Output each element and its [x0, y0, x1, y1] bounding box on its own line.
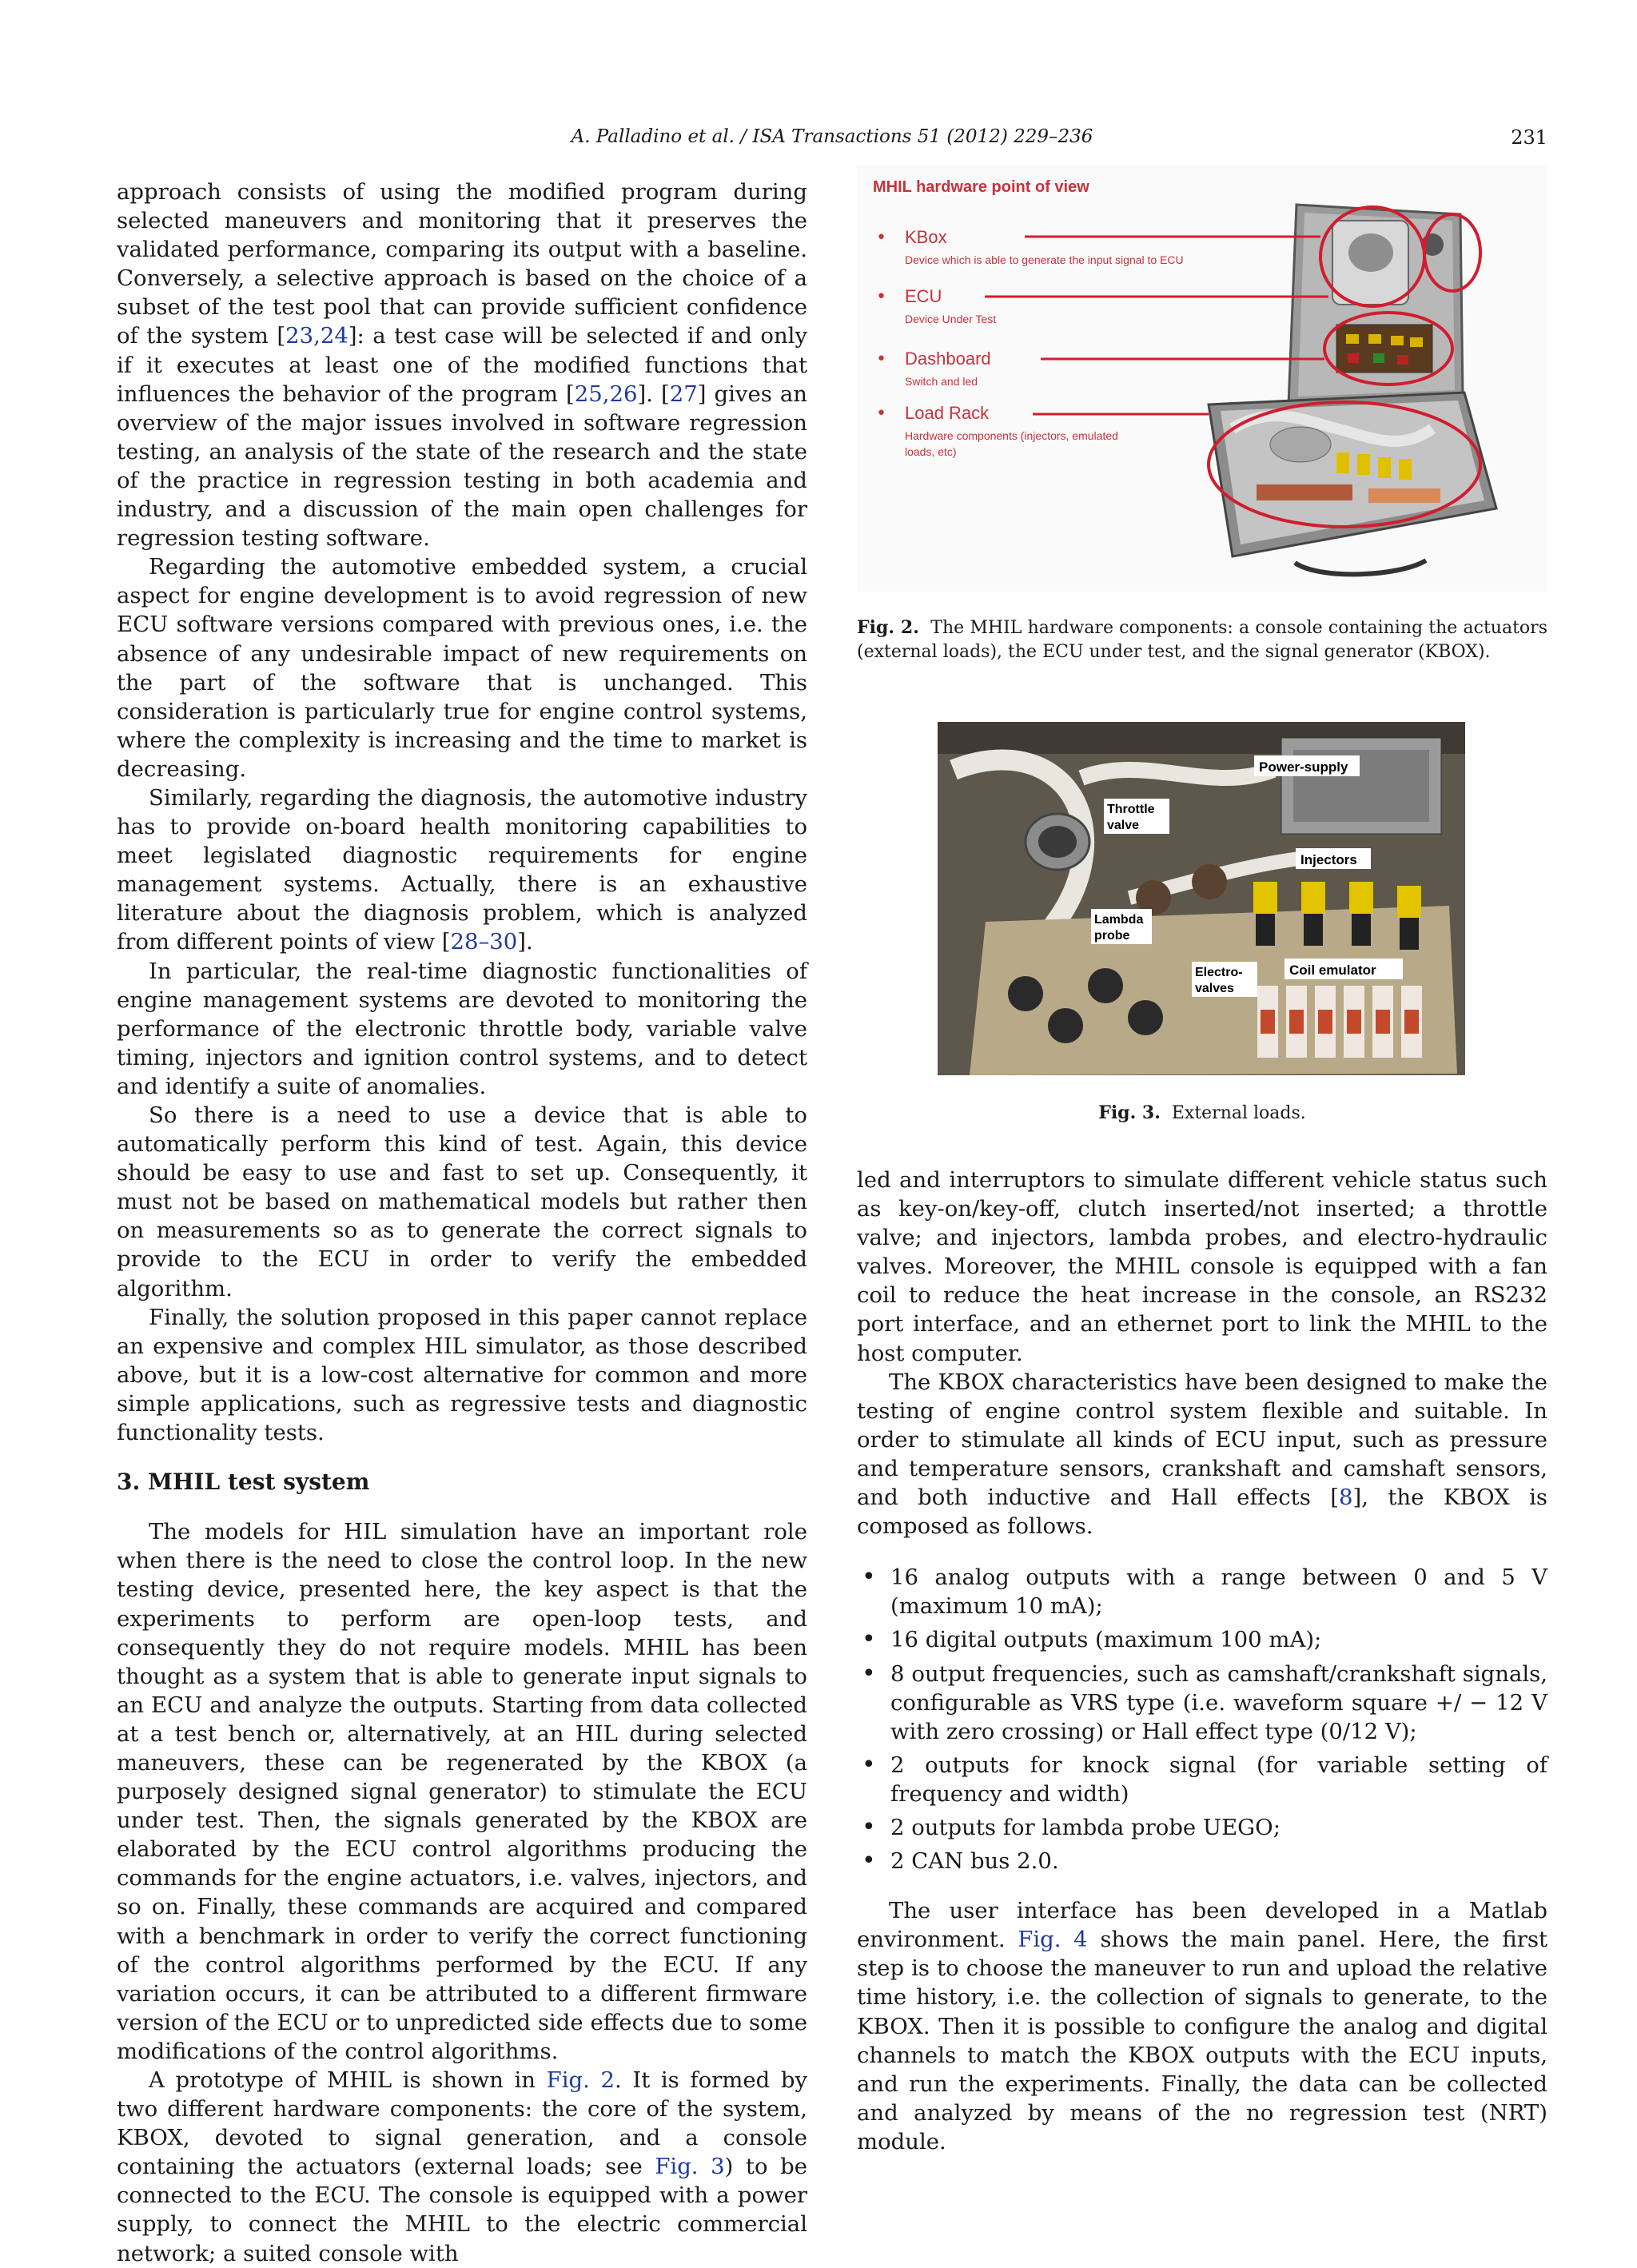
- figure-2-item-desc: Device which is able to generate the input signal to ECU: [905, 253, 1184, 266]
- paragraph: The KBOX characteristics have been designed to make the testing of engine control system flexible and suitable. In order to stimulate all kinds of ECU input, such as pressure and temperature sensors, crankshaft and camshaft sensors, and both inductive and Hall effects [8], the KBOX is composed as follows.: [857, 1369, 1547, 1540]
- svg-text:•: •: [876, 349, 886, 369]
- paragraph: A prototype of MHIL is shown in Fig. 2. It is formed by two different hardware components: the core of the system, KBOX, devoted to signal generation, and a console containing the actuators (external loads; see Fig. 3) to be connected to the ECU. The console is equipped with a power supply, to connect the MHIL to the electric commercial network; a suited console with: [117, 2067, 807, 2266]
- list-item: • 2 outputs for lambda probe UEGO;: [857, 1813, 1547, 1842]
- figure-2-item-desc: loads, etc): [905, 445, 957, 458]
- citation-link[interactable]: 28–30: [450, 929, 518, 955]
- label-injectors: Injectors: [1300, 852, 1357, 867]
- kbox-feature-list: [857, 1563, 1547, 1875]
- label-lambda-probe: probe: [1094, 929, 1130, 943]
- page-number: 231: [1511, 126, 1547, 149]
- figure-2-item-desc: Hardware components (injectors, emulated: [905, 429, 1118, 442]
- figure-link[interactable]: Fig. 4: [1018, 1927, 1088, 1953]
- paragraph: In particular, the real-time diagnostic functionalities of engine management systems are devoted to monitoring the performance of the electronic throttle body, variable valve timing, injectors and ignition control systems, and to detect and identify a suite of anomalies.: [117, 958, 807, 1099]
- figure-2-caption: [857, 616, 1547, 664]
- figure-2-item-desc: Switch and led: [905, 375, 978, 388]
- section-heading: 3. MHIL test system: [117, 1469, 370, 1496]
- list-item: • 16 digital outputs (maximum 100 mA);: [857, 1625, 1547, 1654]
- figure-2-item-kbox: KBox: [905, 227, 947, 247]
- paragraph: So there is a need to use a device that is able to automatically perform this kind of test. Again, this device should be easy to use and fast to set up. Consequently, it must not be based on mathematical models but rather then on measurements so as to generate the correct signals to provide to the ECU in order to verify the embedded algorithm.: [117, 1102, 807, 1301]
- figure-3-caption: [857, 1102, 1547, 1123]
- label-electro-valves: Electro-: [1195, 966, 1243, 979]
- paragraph: Similarly, regarding the diagnosis, the automotive industry has to provide on-board health monitoring capabilities to meet legislated diagnostic requirements for engine management systems. Actually, there is an exhaustive literature about the diagnosis problem, which is analyzed from different points of view [28–30].: [117, 784, 807, 955]
- paragraph: approach consists of using the modified program during selected maneuvers and monitoring that it preserves the validated performance, comparing its output with a baseline. Conversely, a selective approach is based on the choice of a subset of the test pool that can provide sufficient confidence of the system [23,24]: a test case will be selected if and only if it executes at least one of the modified functions that influences the behavior of the program [25,26]. [27] gives an overview of the major issues involved in software regression testing, an analysis of the state of the research and the state of the practice in regression testing in both academia and industry, and a discussion of the main open challenges for regression testing software.: [117, 179, 808, 552]
- figure-link[interactable]: Fig. 2: [546, 2067, 615, 2093]
- caption-text: The MHIL hardware components: a console containing the actuators (external loads), the ECU under test, and the signal generator (KBOX).: [857, 618, 1547, 662]
- paragraph: Finally, the solution proposed in this paper cannot replace an expensive and complex HIL simulator, as those described above, but it is a low-cost alternative for common and more simple applications, such as regressive tests and diagnostic functionality tests.: [117, 1304, 807, 1446]
- list-item: • 2 outputs for knock signal (for variable setting of frequency and width): [857, 1751, 1547, 1808]
- paragraph: led and interruptors to simulate different vehicle status such as key-on/key-off, clutch inserted/not inserted; a throttle valve; and injectors, lambda probes, and electro-hydraulic valves. Moreover, the MHIL console is equipped with a fan coil to reduce the heat increase in the console, an RS232 port interface, and an ethernet port to link the MHIL to the host computer.: [857, 1167, 1547, 1366]
- figure-label: Fig. 2.: [857, 617, 919, 638]
- right-column: [857, 1166, 1547, 2156]
- paragraph: Regarding the automotive embedded system, a crucial aspect for engine development is to avoid regression of new ECU software versions compared with previous ones, i.e. the absence of any undesirable impact of new requirements on the part of the software that is unchanged. This consideration is particularly true for engine control systems, where the complexity is increasing and the time to market is decreasing.: [117, 554, 807, 782]
- mhil-hardware-diagram: [857, 165, 1547, 592]
- external-loads-photo: [938, 722, 1465, 1075]
- svg-text:•: •: [876, 287, 886, 307]
- citation-link[interactable]: 8: [1338, 1485, 1353, 1511]
- label-electro-valves: valves: [1195, 982, 1234, 995]
- citation-link[interactable]: 25,26: [574, 381, 638, 407]
- figure-2-item-load-rack: Load Rack: [905, 403, 990, 423]
- label-throttle-valve: valve: [1107, 819, 1140, 832]
- citation-link[interactable]: 27: [669, 381, 698, 407]
- figure-2-item-desc: Device Under Test: [905, 313, 997, 325]
- list-item: • 16 analog outputs with a range between 0 and 5 V (maximum 10 mA);: [857, 1563, 1547, 1620]
- page-header: [117, 126, 1547, 155]
- svg-text:•: •: [876, 404, 886, 424]
- running-title: A. Palladino et al. / ISA Transactions 51 (2012) 229–236: [571, 126, 1093, 147]
- figure-3-image: [938, 722, 1465, 1075]
- citation-link[interactable]: 23,24: [285, 323, 349, 349]
- label-throttle-valve: Throttle: [1107, 803, 1155, 816]
- label-power-supply: Power-supply: [1259, 759, 1348, 775]
- label-lambda-probe: Lambda: [1094, 913, 1144, 927]
- list-item: • 8 output frequencies, such as camshaft/crankshaft signals, configurable as VRS type (i.e. waveform square +/ − 12 V with zero crossing) or Hall effect type (0/12 V);: [857, 1660, 1547, 1746]
- paragraph: The models for HIL simulation have an important role when there is the need to close the control loop. In the new testing device, presented here, the key aspect is that the experiments to perform are open-loop tests, and consequently they do not require models. MHIL has been thought as a system that is able to generate input signals to an ECU and analyze the outputs. Starting from data collected at a test bench or, alternatively, at an HIL during selected maneuvers, these can be regenerated by the KBOX (a purposely designed signal generator) to stimulate the ECU under test. Then, the signals generated by the KBOX are elaborated by the ECU control algorithms producing the commands for the engine actuators, i.e. valves, injectors, and so on. Finally, these commands are acquired and compared with a benchmark in order to verify the correct functioning of the control algorithms performed by the ECU. If any variation occurs, it can be attributed to a different firmware version of the ECU or to unpredicted side effects due to some modifications of the control algorithms.: [117, 1519, 807, 2064]
- figure-2-item-ecu: ECU: [905, 286, 942, 306]
- label-coil-emulator: Coil emulator: [1289, 963, 1376, 978]
- list-item: • 2 CAN bus 2.0.: [857, 1847, 1547, 1875]
- paragraph: The user interface has been developed in a Matlab environment. Fig. 4 shows the main panel. Here, the first step is to choose the maneuver to run and upload the relative time history, i.e. the collection of signals to generate, to the KBOX. Then it is possible to configure the analog and digital channels to match the KBOX outputs with the ECU inputs, and run the experiments. Finally, the data can be collected and analyzed by means of the no regression test (NRT) module.: [857, 1898, 1547, 2154]
- figure-2-title: MHIL hardware point of view: [873, 178, 1089, 196]
- svg-text:•: •: [876, 228, 886, 248]
- figure-label: Fig. 3.: [1098, 1102, 1161, 1123]
- figure-2-item-dashboard: Dashboard: [905, 349, 991, 369]
- figure-link[interactable]: Fig. 3: [655, 2154, 725, 2180]
- figure-2-image: [857, 165, 1547, 592]
- left-column: [117, 177, 807, 2268]
- caption-text: External loads.: [1171, 1103, 1306, 1123]
